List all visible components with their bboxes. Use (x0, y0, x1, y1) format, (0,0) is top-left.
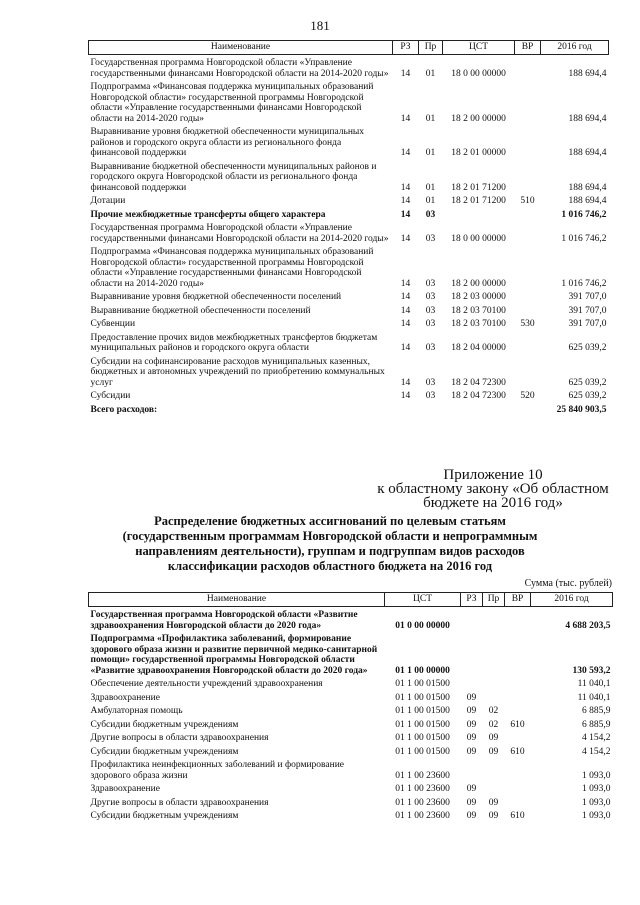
cell-vr (515, 159, 541, 194)
cell-pr: 03 (425, 391, 436, 401)
table-header-row (89, 41, 609, 55)
cell-cst: 18 2 04 72300 (451, 377, 506, 388)
cell-cst: 01 1 00 01500 (395, 746, 450, 757)
cell-name: Выравнивание уровня бюджетной обеспеченности поселений (90, 292, 342, 302)
table-row (89, 690, 613, 704)
cell-amount: 188 694,4 (568, 113, 607, 124)
cell-pr: 03 (425, 377, 436, 388)
heading-line: Распределение бюджетных ассигнований по целевым статьям (154, 514, 506, 528)
table-row (89, 388, 609, 402)
cell-amount: 1 093,0 (582, 784, 611, 794)
cell-vr (505, 730, 531, 744)
cell-vr (515, 220, 541, 244)
cell-name: Подпрограмма «Профилактика заболеваний, формирование здорового образа жизни и развитие первичной медико-санитарной помощи» государственной программы Новгородской области «Развитие здравоохранения Новгородской области до 2020 года» (90, 634, 378, 676)
table-row (89, 124, 609, 159)
table-row (89, 354, 609, 389)
cell-amount: 625 039,2 (568, 391, 607, 401)
cell-rz: 14 (400, 278, 411, 289)
cell-cst: 01 1 00 23600 (395, 784, 450, 794)
cell-amount: 188 694,4 (568, 148, 607, 158)
cell-rz: 14 (400, 68, 411, 79)
page-number: 181 (310, 18, 330, 33)
units-note: Сумма (тыс. рублей) (524, 578, 612, 589)
cell-amount: 130 593,2 (572, 665, 611, 676)
cell-cst: 01 1 00 01500 (395, 692, 450, 703)
cell-amount: 4 154,2 (582, 746, 611, 757)
cell-name: Профилактика неинфекционных заболеваний и формирование здорового образа жизни (90, 760, 345, 781)
cell-vr (515, 124, 541, 159)
cell-amount: 391 707,0 (568, 292, 607, 302)
table-row (89, 244, 609, 289)
budget-table-appendix-10 (88, 592, 613, 822)
cell-cst (443, 402, 515, 416)
cell-pr: 03 (425, 233, 436, 244)
cell-vr (515, 303, 541, 317)
cell-vr (515, 244, 541, 289)
table-row (89, 220, 609, 244)
cell-vr (505, 676, 531, 690)
cell-vr (505, 607, 531, 632)
cell-amount: 11 040,1 (577, 692, 611, 703)
cell-name: Всего расходов: (90, 404, 158, 415)
cell-amount: 6 885,9 (582, 719, 611, 730)
cell-vr (515, 330, 541, 354)
appendix-line: Приложение 10 (443, 467, 543, 483)
header-pr: Пр (483, 593, 505, 607)
cell-vr (515, 402, 541, 416)
header-vr: ВР (505, 593, 531, 607)
cell-name: Предоставление прочих видов межбюджетных трансфертов бюджетам муниципальных районов и городского округа области (90, 332, 378, 353)
cell-rz: 14 (400, 391, 411, 401)
cell-rz: 09 (466, 719, 477, 730)
cell-pr: 03 (425, 209, 436, 220)
cell-pr: 03 (425, 278, 436, 289)
cell-name: Прочие межбюджетные трансферты общего характера (90, 209, 326, 220)
cell-rz: 14 (400, 305, 411, 316)
cell-vr (515, 55, 541, 80)
cell-name: Субвенции (90, 319, 136, 329)
cell-pr (483, 781, 505, 795)
cell-name: Амбулаторная помощь (90, 706, 183, 716)
cell-amount: 391 707,0 (568, 305, 607, 316)
header-rz: РЗ (461, 593, 483, 607)
cell-rz (461, 607, 483, 632)
cell-vr: 610 (510, 719, 525, 730)
cell-amount: 188 694,4 (568, 182, 607, 193)
cell-pr: 01 (425, 113, 436, 124)
cell-amount: 391 707,0 (568, 319, 607, 329)
header-pr: Пр (419, 41, 443, 55)
cell-pr: 09 (488, 811, 499, 821)
cell-amount: 625 039,2 (568, 377, 607, 388)
cell-amount: 1 016 746,2 (561, 233, 607, 244)
budget-table-section-14 (88, 40, 609, 415)
cell-cst (443, 207, 515, 221)
table-row (89, 717, 613, 731)
cell-name: Субсидии (90, 391, 131, 401)
cell-rz: 09 (466, 746, 477, 757)
cell-vr (505, 703, 531, 717)
cell-cst: 01 1 00 01500 (395, 733, 450, 743)
cell-cst: 18 2 00 00000 (451, 113, 506, 124)
cell-pr: 03 (425, 319, 436, 329)
table-row (89, 303, 609, 317)
table-row (89, 676, 613, 690)
cell-rz: 09 (466, 811, 477, 821)
cell-amount: 1 093,0 (582, 797, 611, 808)
table-row (89, 193, 609, 207)
table-row (89, 55, 609, 80)
cell-rz: 14 (400, 233, 411, 244)
document-heading (60, 514, 600, 574)
cell-rz: 14 (400, 196, 411, 206)
cell-cst: 18 2 04 00000 (451, 343, 506, 353)
cell-cst: 18 2 01 71200 (451, 196, 506, 206)
cell-amount: 1 016 746,2 (561, 278, 607, 289)
cell-rz: 09 (466, 784, 477, 794)
cell-rz (461, 757, 483, 781)
cell-name: Выравнивание бюджетной обеспеченности муниципальных районов и городского округа Новгородской области из регионального фонда финансовой поддержки (90, 161, 377, 193)
cell-vr (515, 354, 541, 389)
cell-cst: 01 0 00 00000 (395, 620, 450, 631)
cell-pr: 02 (488, 719, 499, 730)
cell-name: Выравнивание бюджетной обеспеченности поселений (90, 305, 311, 316)
table-row (89, 607, 613, 632)
cell-pr: 01 (425, 196, 436, 206)
cell-name: Другие вопросы в области здравоохранения (90, 733, 269, 743)
cell-pr (483, 631, 505, 676)
cell-cst: 18 2 03 70100 (451, 305, 506, 316)
appendix-line: к областному закону «Об областном (377, 481, 609, 497)
cell-pr: 09 (488, 733, 499, 743)
cell-rz: 14 (400, 209, 411, 220)
cell-vr (505, 757, 531, 781)
table-row (89, 316, 609, 330)
cell-name: Субсидии бюджетным учреждениям (90, 811, 239, 821)
cell-pr: 02 (488, 706, 499, 716)
cell-vr (505, 631, 531, 676)
cell-pr: 03 (425, 343, 436, 353)
cell-amount: 11 040,1 (577, 679, 611, 689)
cell-amount: 625 039,2 (568, 343, 607, 353)
cell-pr (483, 690, 505, 704)
cell-amount: 188 694,4 (568, 196, 607, 206)
cell-pr (419, 402, 443, 416)
heading-line: направлениям деятельности), группам и подгруппам видов расходов (135, 544, 525, 558)
cell-amount: 1 093,0 (582, 811, 611, 821)
cell-name: Субсидии бюджетным учреждениям (90, 719, 239, 730)
cell-name: Государственная программа Новгородской области «Управление государственными финансами Новгородской области на 2014-2020 годы» (90, 223, 389, 244)
table-row (89, 781, 613, 795)
cell-pr: 03 (425, 305, 436, 316)
cell-cst: 18 2 01 71200 (451, 182, 506, 193)
cell-name: Здравоохранение (90, 692, 160, 703)
cell-vr: 530 (520, 319, 535, 329)
table-row (89, 159, 609, 194)
cell-vr (505, 690, 531, 704)
cell-cst: 18 2 00 00000 (451, 278, 506, 289)
cell-name: Здравоохранение (90, 784, 160, 794)
table-row (89, 79, 609, 124)
cell-vr: 610 (510, 811, 525, 821)
cell-vr: 510 (520, 196, 535, 206)
appendix-line: бюджете на 2016 год» (423, 495, 563, 511)
cell-cst: 18 2 04 72300 (451, 391, 506, 401)
cell-pr: 03 (425, 292, 436, 302)
table-row (89, 703, 613, 717)
table-row (89, 330, 609, 354)
cell-pr (483, 757, 505, 781)
cell-name: Государственная программа Новгородской области «Управление государственными финансами Новгородской области на 2014-2020 годы» (90, 58, 389, 79)
cell-rz: 14 (400, 182, 411, 193)
cell-amount: 4 154,2 (582, 733, 611, 743)
table-row (89, 795, 613, 809)
cell-pr: 09 (488, 746, 499, 757)
cell-vr (515, 289, 541, 303)
cell-cst: 18 2 03 00000 (451, 292, 506, 302)
cell-rz (393, 402, 419, 416)
cell-rz: 14 (400, 343, 411, 353)
cell-amount: 188 694,4 (568, 68, 607, 79)
cell-vr (505, 795, 531, 809)
table-row (89, 730, 613, 744)
cell-name: Подпрограмма «Финансовая поддержка муниципальных образований Новгородской области» государственной программы Новгородской области «Управление государственными финансами Новгородской области на 2014-2020 годы» (90, 247, 374, 289)
header-cst: ЦСТ (443, 41, 515, 55)
header-name: Наименование (89, 41, 393, 55)
cell-cst: 01 1 00 23600 (395, 811, 450, 821)
table-row (89, 631, 613, 676)
table-row (89, 744, 613, 758)
header-cst: ЦСТ (385, 593, 461, 607)
cell-cst: 18 2 03 70100 (451, 319, 506, 329)
cell-vr (515, 207, 541, 221)
cell-pr: 09 (488, 797, 499, 808)
table-header-row (89, 593, 613, 607)
cell-rz: 14 (400, 377, 411, 388)
cell-pr: 01 (425, 182, 436, 193)
cell-amount: 4 688 203,5 (565, 620, 611, 631)
cell-vr: 610 (510, 746, 525, 757)
cell-pr: 01 (425, 68, 436, 79)
cell-vr (505, 781, 531, 795)
cell-vr: 520 (520, 391, 535, 401)
cell-amount: 1 016 746,2 (561, 209, 607, 220)
cell-amount: 1 093,0 (582, 770, 611, 781)
header-amount: 2016 год (541, 41, 609, 55)
cell-pr: 01 (425, 148, 436, 158)
cell-rz: 14 (400, 113, 411, 124)
cell-cst: 18 0 00 00000 (451, 68, 506, 79)
heading-line: (государственным программам Новгородской области и непрограммным (122, 529, 538, 543)
cell-name: Субсидии бюджетным учреждениям (90, 746, 239, 757)
cell-rz: 14 (400, 292, 411, 302)
table-row (89, 207, 609, 221)
cell-rz (461, 631, 483, 676)
cell-name: Дотации (90, 196, 126, 206)
appendix-caption (368, 468, 618, 510)
cell-rz: 09 (466, 733, 477, 743)
cell-name: Государственная программа Новгородской области «Развитие здравоохранения Новгородской области до 2020 года» (90, 610, 358, 631)
cell-cst: 01 1 00 01500 (395, 706, 450, 716)
header-vr: ВР (515, 41, 541, 55)
cell-rz: 09 (466, 797, 477, 808)
cell-cst: 01 1 00 23600 (395, 770, 450, 781)
cell-cst: 01 1 00 01500 (395, 719, 450, 730)
cell-cst: 18 2 01 00000 (451, 148, 506, 158)
cell-cst: 01 1 00 01500 (395, 679, 450, 689)
cell-name: Обеспечение деятельности учреждений здравоохранения (90, 679, 323, 689)
cell-name: Выравнивание уровня бюджетной обеспеченности муниципальных районов и городского округа области из регионального фонда финансовой поддержки (90, 127, 365, 158)
table-row (89, 757, 613, 781)
cell-pr (483, 676, 505, 690)
table-row (89, 402, 609, 416)
cell-amount: 25 840 903,5 (556, 404, 607, 415)
cell-rz: 14 (400, 319, 411, 329)
cell-rz: 09 (466, 692, 477, 703)
header-name: Наименование (89, 593, 385, 607)
cell-rz (461, 676, 483, 690)
cell-amount: 6 885,9 (582, 706, 611, 716)
header-amount: 2016 год (531, 593, 613, 607)
cell-cst: 01 1 00 23600 (395, 797, 450, 808)
header-rz: РЗ (393, 41, 419, 55)
heading-line: классификации расходов областного бюджета на 2016 год (167, 559, 493, 573)
table-row (89, 289, 609, 303)
cell-name: Субсидии на софинансирование расходов муниципальных казенных, бюджетных и автономных учреждений по приобретению коммунальных услуг (90, 356, 385, 388)
cell-vr (515, 79, 541, 124)
cell-name: Подпрограмма «Финансовая поддержка муниципальных образований Новгородской области» государственной программы Новгородской области «Управление государственными финансами Новгородской области на 2014-2020 годы» (90, 82, 374, 124)
table-row (89, 808, 613, 822)
cell-rz: 09 (466, 706, 477, 716)
cell-name: Другие вопросы в области здравоохранения (90, 797, 269, 808)
cell-pr (483, 607, 505, 632)
cell-rz: 14 (400, 148, 411, 158)
cell-cst: 18 0 00 00000 (451, 233, 506, 244)
cell-cst: 01 1 00 00000 (395, 665, 450, 676)
